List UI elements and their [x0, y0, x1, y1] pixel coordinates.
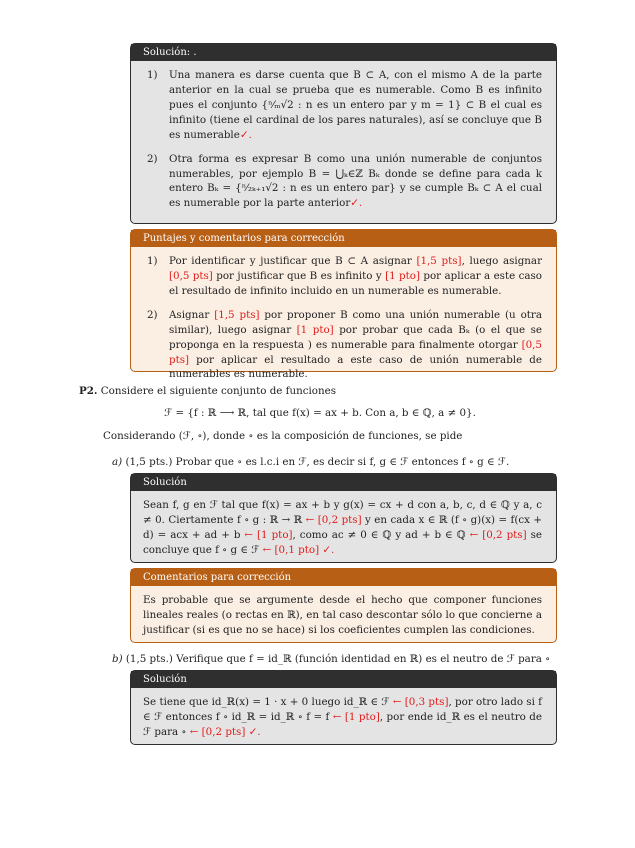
points-label: ← [0,1 pto]	[262, 543, 320, 556]
points-label: [0,5 pts]	[169, 338, 542, 366]
part-b	[112, 652, 562, 667]
solution-box-b-header: Solución	[131, 671, 556, 688]
scoring-box	[130, 229, 557, 381]
solution-box-1-header: Solución: .	[131, 44, 556, 61]
part-a-text: (1,5 pts.) Probar que ∘ es l.c.i en ℱ, es decir si f, g ∈ ℱ entonces f ∘ g ∈ ℱ.	[125, 456, 510, 468]
part-b-text: (1,5 pts.) Verifique que f = id_ℝ (función identidad en ℝ) es el neutro de ℱ para ∘	[125, 653, 551, 665]
solution-item-2-text: Otra forma es expresar B como una unión numerable de conjuntos numerables, por ejemplo B = ⋃ₖ∈ℤ Bₖ donde se define para cada k entero Bₖ = {ⁿ⁄₂ₖ₊₁√2 : n es un entero par} y se cumple Bₖ ⊂ A el cual es numerable por la parte anterior	[169, 152, 542, 210]
solution-box-b-body: Se tiene que id_ℝ(x) = 1 · x + 0 luego id_ℝ ∈ ℱ ← [0,3 pts], por otro lado si f ∈ ℱ entonces f ∘ id_ℝ = id_ℝ ∘ f = f ← [1 pto], por ende id_ℝ es el neutro de ℱ para ∘ ← [0,2 pts] ✓.	[143, 696, 542, 738]
considering-text: Considerando (ℱ, ∘), donde ∘ es la composición de funciones, se pide	[103, 430, 463, 442]
points-label: [0,5 pts]	[169, 269, 213, 282]
part-b-label: b)	[112, 653, 123, 665]
points-label: [1,5 pts]	[416, 255, 462, 267]
points-label: ← [0,2 pts]	[189, 725, 246, 738]
check-mark-icon: ✓.	[350, 197, 363, 210]
points-label: ← [0,2 pts]	[305, 513, 362, 526]
scoring-item-2: 2) Asignar [1,5 pts] por proponer B como una unión numerable (u otra similar), luego asignar [1 pto] por probar que cada Bₖ (o el que se proponga en la respuesta ) es numerable para finalmente otorgar [0,5 pts] por aplicar el resultado a este caso de unión numerable de numerables es numerable.	[147, 308, 542, 381]
comments-box	[130, 568, 557, 643]
check-mark-icon: ✓.	[239, 128, 252, 141]
solution-item-1: 1) Una manera es darse cuenta que B ⊂ A, con el mismo A de la parte anterior en la cual se prueba que es numerable. Como B es infinito pues el conjunto {ⁿ⁄ₘ√2 : n es un entero par y m = 1} ⊂ B el cual es infinito (tiene el cardinal de los pares naturales), así se concluye que B es numerable✓.	[147, 69, 542, 141]
check-mark-icon: ✓.	[245, 725, 261, 738]
points-label: [1,5 pts]	[214, 308, 260, 321]
problem-2-intro: P2. Considere el siguiente conjunto de funciones	[79, 385, 336, 397]
solution-item-1-text: Una manera es darse cuenta que B ⊂ A, con el mismo A de la parte anterior en la cual se prueba que es numerable. Como B es infinito pues el conjunto {ⁿ⁄ₘ√2 : n es un entero par y m = 1} ⊂ B el cual es infinito (tiene el cardinal de los pares naturales), así se concluye que B es numerable	[169, 69, 542, 141]
solution-box-a	[130, 473, 557, 563]
comments-box-header: Comentarios para corrección	[131, 569, 556, 586]
solution-box-b	[130, 670, 557, 745]
scoring-item-1: 1) Por identificar y justificar que B ⊂ A asignar [1,5 pts], luego asignar [0,5 pts] por justificar que B es infinito y [1 pto] por aplicar a este caso el resultado de infinito incluido en un numerable es numerable.	[147, 255, 542, 297]
solution-item-2: 2) Otra forma es expresar B como una unión numerable de conjuntos numerables, por ejemplo B = ⋃ₖ∈ℤ Bₖ donde se define para cada k entero Bₖ = {ⁿ⁄₂ₖ₊₁√2 : n es un entero par} y se cumple Bₖ ⊂ A el cual es numerable por la parte anterior✓.	[147, 152, 542, 210]
points-label: [1 pto]	[385, 269, 420, 282]
problem-label: P2.	[79, 385, 98, 397]
points-label: [1 pto]	[296, 323, 334, 336]
check-mark-icon: ✓.	[319, 543, 335, 556]
comments-box-body: Es probable que se argumente desde el hecho que componer funciones lineales reales (o rectas en ℝ), en tal caso descontar sólo lo que concierne a justificar (si es que no se hace) si los coeficientes cumplen las condiciones.	[143, 594, 542, 636]
points-label: ← [1 pto]	[332, 710, 380, 723]
part-a-label: a)	[112, 456, 123, 468]
part-a	[112, 455, 562, 470]
solution-box-a-body: Sean f, g en ℱ tal que f(x) = ax + b y g(x) = cx + d con a, b, c, d ∈ ℚ y a, c ≠ 0. Ciertamente f ∘ g : ℝ → ℝ ← [0,2 pts] y en cada x ∈ ℝ (f ∘ g)(x) = f(cx + d) = acx + ad + b ← [1 pto], como ac ≠ 0 ∈ ℚ y ad + b ∈ ℚ ← [0,2 pts] se concluye que f ∘ g ∈ ℱ ← [0,1 pto] ✓.	[143, 499, 542, 556]
set-formula: ℱ = {f : ℝ ⟶ ℝ, tal que f(x) = ax + b. Con a, b ∈ ℚ, a ≠ 0}.	[164, 407, 476, 419]
scoring-box-header: Puntajes y comentarios para corrección	[131, 230, 556, 247]
solution-box-a-header: Solución	[131, 474, 556, 491]
solution-box-1	[130, 43, 557, 224]
points-label: ← [0,2 pts]	[469, 528, 527, 541]
points-label: ← [1 pto]	[244, 528, 293, 541]
points-label: ← [0,3 pts]	[392, 696, 449, 708]
solution-box-1-body	[131, 61, 556, 219]
scoring-box-body	[131, 247, 556, 390]
